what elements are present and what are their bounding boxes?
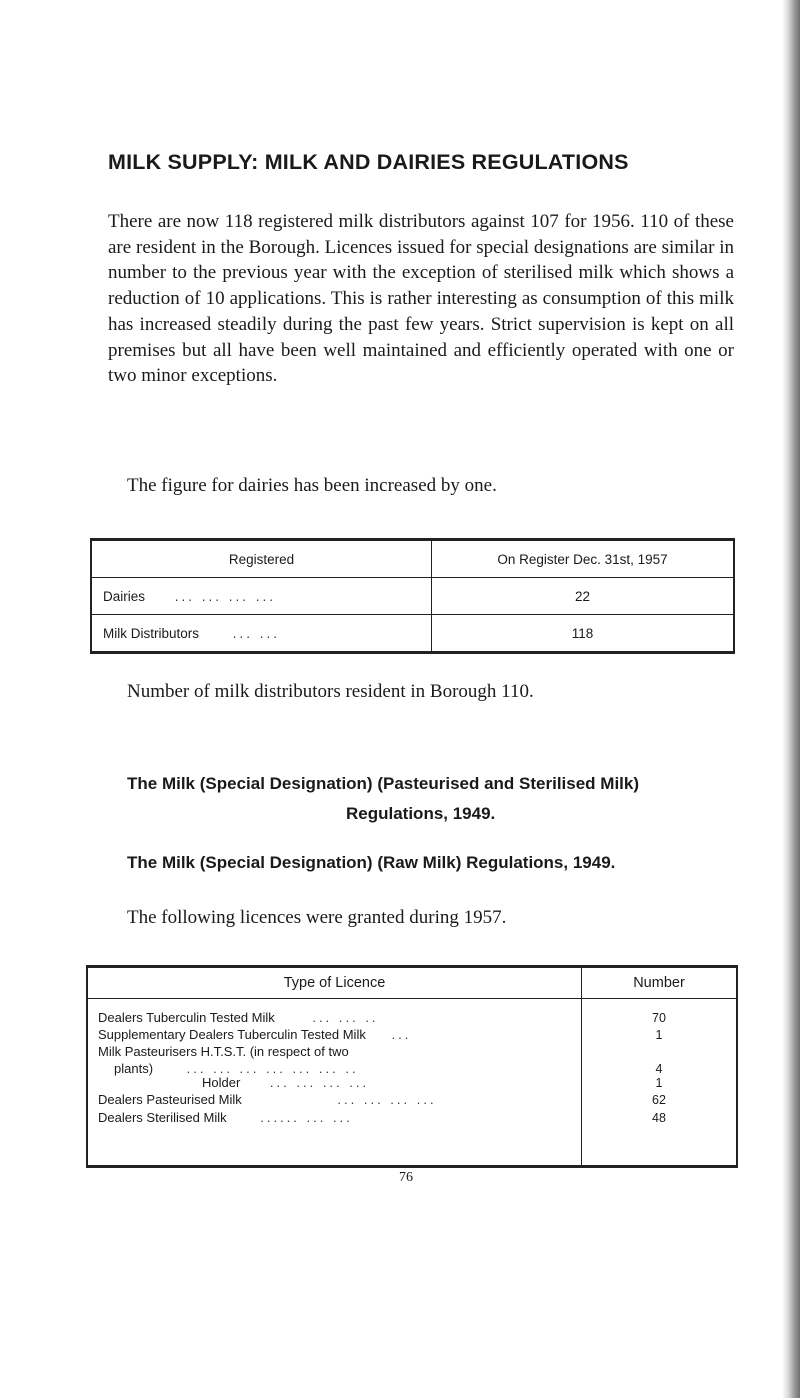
leader-dots: ... ... ... ...	[174, 588, 277, 604]
row-label: Supplementary Dealers Tuberculin Tested Milk	[98, 1027, 366, 1042]
header-on-register: On Register Dec. 31st, 1957	[432, 540, 735, 578]
leader-dots: ...	[391, 1027, 412, 1042]
row-value: 70	[652, 1011, 666, 1025]
header-registered: Registered	[91, 540, 432, 578]
leader-dots: ... ... ... ... ... ... ..	[186, 1061, 359, 1076]
leader-dots: ...... ... ...	[260, 1110, 353, 1125]
page-title: MILK SUPPLY: MILK AND DAIRIES REGULATIONS	[108, 150, 629, 174]
row-value: 22	[432, 578, 735, 615]
table-row	[98, 1044, 349, 1059]
row-label: Dealers Tuberculin Tested Milk	[98, 1010, 275, 1025]
regulation-heading-1-continued: Regulations, 1949.	[346, 804, 496, 823]
table-row	[91, 615, 734, 653]
table-row	[98, 1010, 379, 1025]
regulation-heading-2: The Milk (Special Designation) (Raw Milk) Regulations, 1949.	[127, 853, 616, 872]
page-edge-shadow	[782, 0, 800, 1398]
regulation-heading-1: The Milk (Special Designation) (Pasteurised and Sterilised Milk)	[127, 774, 640, 793]
table-header-row	[91, 540, 734, 578]
row-label: Milk Pasteurisers H.T.S.T. (in respect of two	[98, 1044, 349, 1059]
intro-paragraph: There are now 118 registered milk distributors against 107 for 1956. 110 of these are resident in the Borough. Licences issued for special designations are similar in number to the previous year with the exception of sterilised milk which shows a reduction of 10 applications. This is rather interesting as consumption of this milk has increased steadily during the past few years. Strict supervision is kept on all premises but all have been well maintained and efficiently operated with one or two minor exceptions.	[108, 211, 734, 387]
row-value: 4	[655, 1062, 663, 1076]
leader-dots: ... ... ..	[312, 1010, 379, 1025]
row-label-cell	[91, 615, 432, 653]
table-row	[98, 1027, 411, 1042]
leader-dots: ... ... ... ...	[269, 1075, 370, 1090]
row-label: Dealers Sterilised Milk	[98, 1110, 227, 1125]
header-type-of-licence: Type of Licence	[283, 975, 386, 991]
row-value: 1	[655, 1028, 663, 1042]
row-value: 118	[432, 615, 735, 653]
dairies-note: The figure for dairies has been increased by one.	[127, 475, 497, 496]
resident-distributors-note: Number of milk distributors resident in Borough 110.	[127, 681, 534, 702]
leader-dots: ... ...	[232, 625, 281, 641]
table-row	[114, 1061, 359, 1076]
row-label: Dealers Pasteurised Milk	[98, 1092, 242, 1107]
table-row	[91, 578, 734, 615]
register-table	[90, 538, 735, 654]
row-label-cell	[91, 578, 432, 615]
row-label: plants)	[114, 1061, 154, 1076]
header-number: Number	[633, 975, 685, 991]
row-value: 1	[655, 1076, 663, 1090]
row-label: Milk Distributors	[103, 625, 200, 641]
header-divider	[88, 998, 736, 999]
licence-table	[86, 965, 738, 1168]
page-number: 76	[399, 1170, 413, 1185]
leader-dots: ... ... ... ...	[337, 1092, 437, 1107]
row-value: 62	[652, 1093, 666, 1107]
row-label: Holder	[202, 1075, 241, 1090]
licences-intro: The following licences were granted during 1957.	[127, 907, 507, 928]
row-value: 48	[652, 1111, 666, 1125]
row-label: Dairies	[103, 588, 146, 604]
